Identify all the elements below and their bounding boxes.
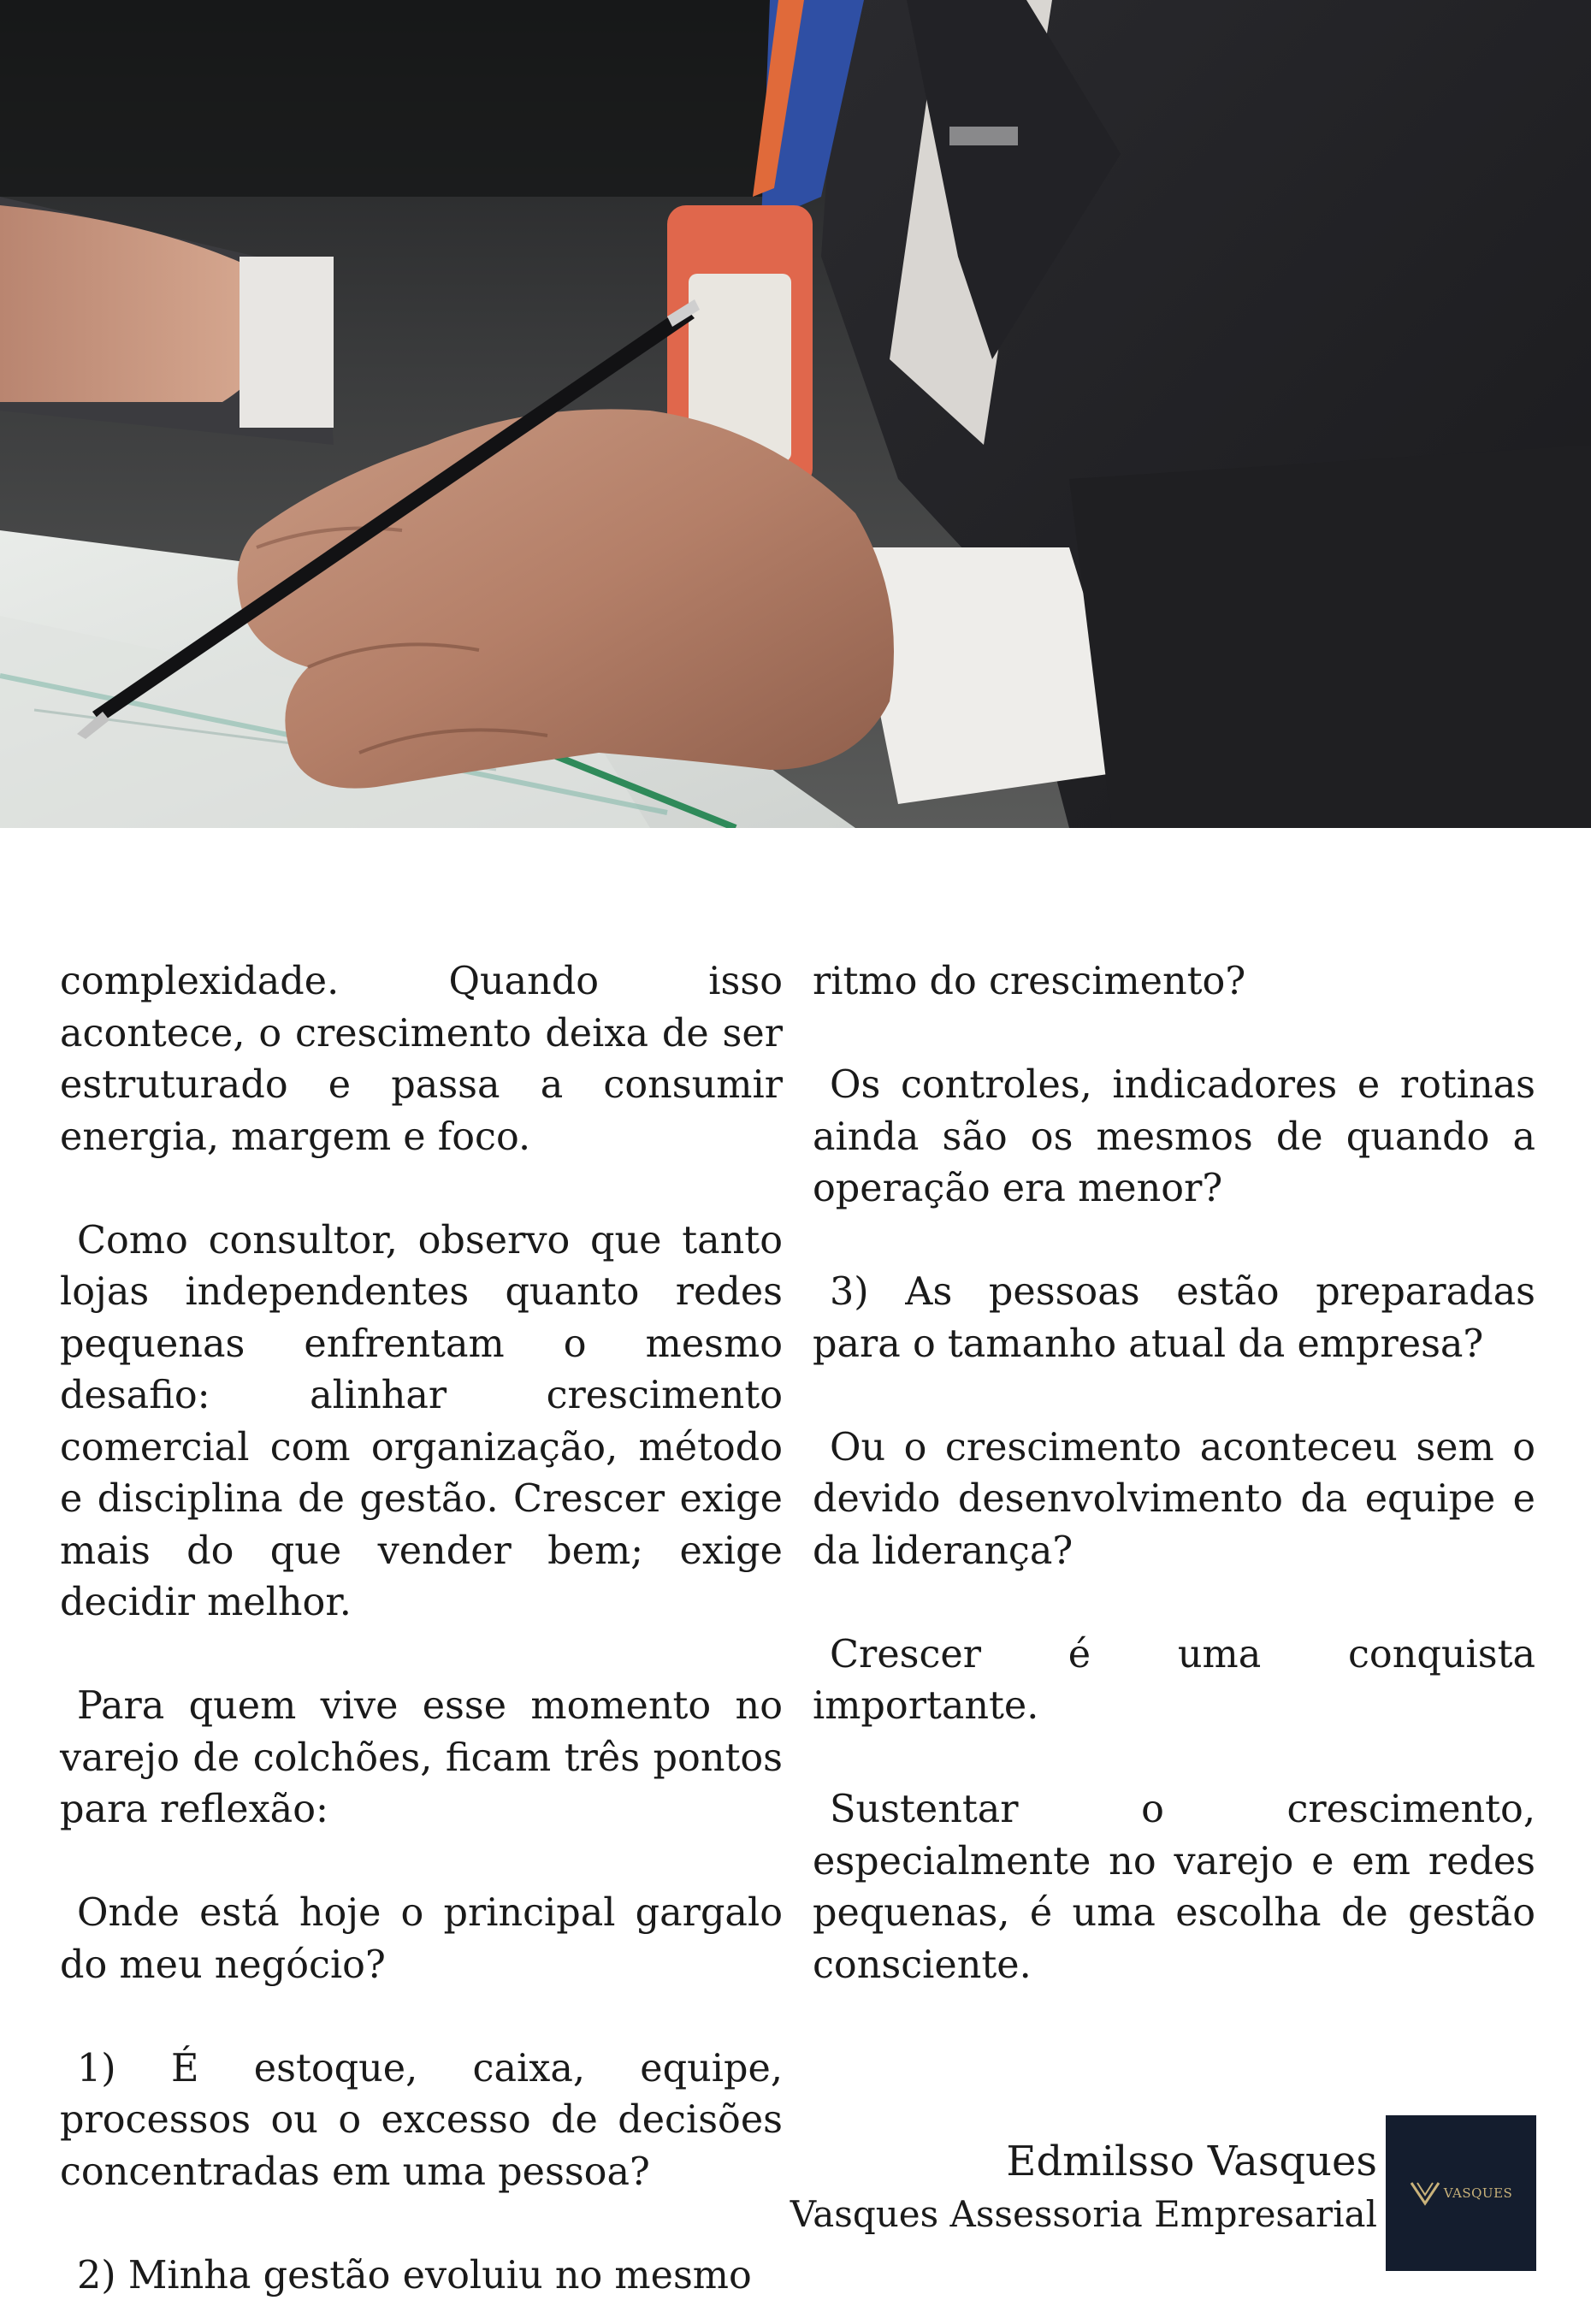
company-logo xyxy=(1386,2115,1536,2271)
paragraph: Ou o crescimento aconteceu sem o devido desenvolvimento da equipe e da liderança? xyxy=(813,1425,1535,1573)
paragraph: 2) Minha gestão evoluiu no mesmo xyxy=(77,2253,752,2297)
paragraph: ritmo do crescimento? xyxy=(813,960,1246,1003)
paragraph: Crescer é uma conquista importante. xyxy=(813,1632,1535,1728)
paragraph: 3) As pessoas estão preparadas para o tamanho atual da empresa? xyxy=(813,1270,1535,1366)
paragraph: Como consultor, observo que tanto lojas independentes quanto redes pequenas enfrentam o mesmo desafio: alinhar crescimento comercial com organização, método e disciplina de gestão. Crescer exige mais do que vender bem; exige decidir melhor. xyxy=(60,1218,783,1624)
logo-wordmark: VASQUES xyxy=(1443,2185,1513,2201)
author-company: Vasques Assessoria Empresarial xyxy=(790,2193,1377,2235)
v-emblem-icon xyxy=(1410,2180,1440,2206)
paragraph: Onde está hoje o principal gargalo do meu negócio? xyxy=(60,1891,783,1987)
author-name: Edmilsso Vasques xyxy=(1006,2138,1377,2185)
article-left-column xyxy=(60,956,783,2302)
paragraph: 1) É estoque, caixa, equipe, processos ou o excesso de decisões concentradas em uma pessoa? xyxy=(60,2046,783,2194)
paragraph: complexidade. Quando isso acontece, o crescimento deixa de ser estruturado e passa a consumir energia, margem e foco. xyxy=(60,960,783,1159)
article-right-column xyxy=(813,956,1535,1991)
paragraph: Para quem vive esse momento no varejo de colchões, ficam três pontos para reflexão: xyxy=(60,1684,783,1831)
paragraph: Os controles, indicadores e rotinas ainda são os mesmos de quando a operação era menor? xyxy=(813,1063,1535,1210)
hero-photo xyxy=(0,0,1591,828)
logo-mark xyxy=(1410,2180,1513,2206)
author-signature xyxy=(790,2135,1377,2241)
paragraph: Sustentar o crescimento, especialmente no varejo e em redes pequenas, é uma escolha de gestão consciente. xyxy=(813,1788,1535,1987)
hero-illustration xyxy=(0,0,1591,828)
